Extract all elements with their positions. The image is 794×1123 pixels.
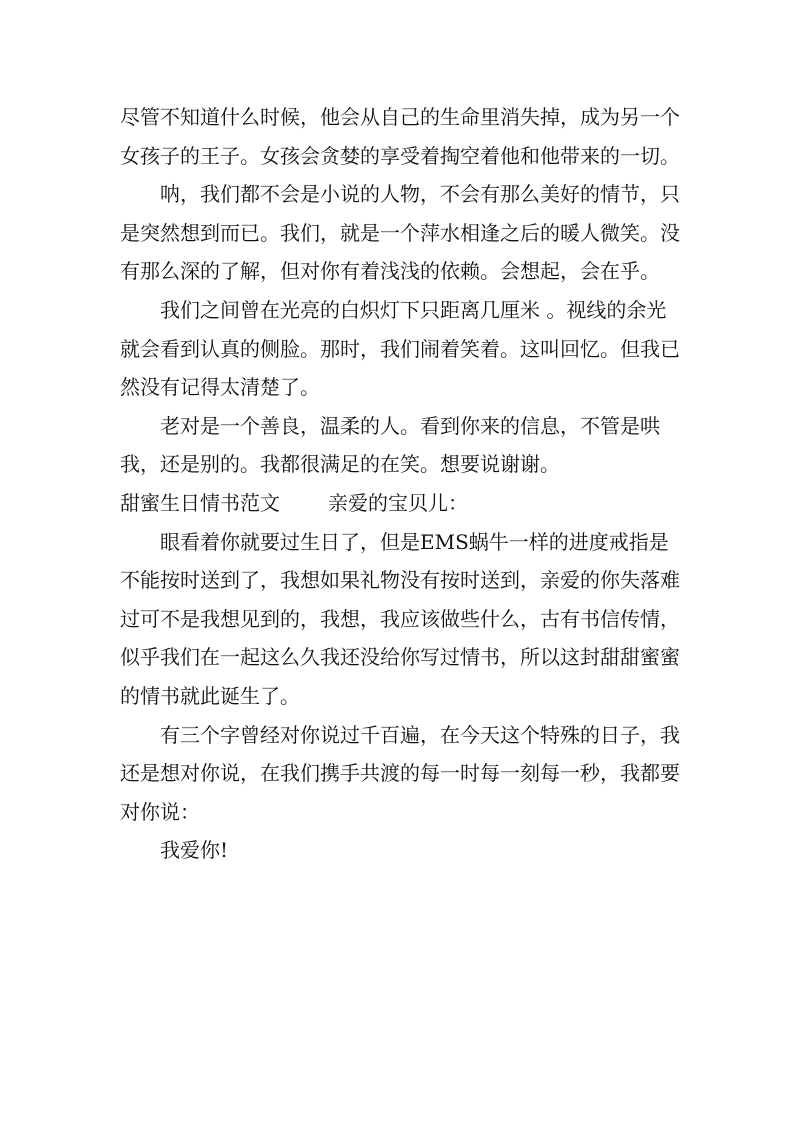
letter-paragraph-i-love-you: 我爱你! — [160, 838, 229, 863]
paragraph-not-novel-characters: 呐，我们都不会是小说的人物，不会有那么美好的情节，只是突然想到而已。我们，就是一个萍水相逢之后的暖人微笑。没有那么深的了解，但对你有着浅浅的依赖。会想起，会在乎。 — [120, 182, 680, 284]
section-heading-line — [120, 484, 680, 523]
letter-paragraph-birthday-gift: 眼看着你就要过生日了，但是EMS蜗牛一样的进度戒指是不能按时送到了，我想如果礼物没有按时送到，亲爱的你失落难过可不是我想见到的，我想，我应该做些什么，古有书信传情，似乎我们在一起这么久我还没给你写过情书，所以这封甜甜蜜蜜的情书就此诞生了。 — [120, 529, 680, 708]
letter-paragraph-three-words: 有三个字曾经对你说过千百遍，在今天这个特殊的日子，我还是想对你说，在我们携手共渡的每一时每一刻每一秒，我都要对你说： — [120, 722, 680, 824]
document-body — [120, 98, 680, 870]
letter-greeting: 亲爱的宝贝儿： — [328, 490, 468, 515]
paragraph-kind-gentle-person: 老对是一个善良，温柔的人。看到你来的信息，不管是哄我，还是别的。我都很满足的在笑。想要说谢谢。 — [120, 413, 660, 477]
section-title: 甜蜜生日情书范文 — [120, 490, 280, 515]
paragraph-incandescent-light-memory: 我们之间曾在光亮的白炽灯下只距离几厘米 。视线的余光就会看到认真的侧脸。那时，我们闹着笑着。这叫回忆。但我已然没有记得太清楚了。 — [120, 297, 680, 400]
paragraph-vanishing-prince: 尽管不知道什么时候，他会从自己的生命里消失掉，成为另一个女孩子的王子。女孩会贪婪的享受着掏空着他和他带来的一切。 — [120, 105, 680, 168]
